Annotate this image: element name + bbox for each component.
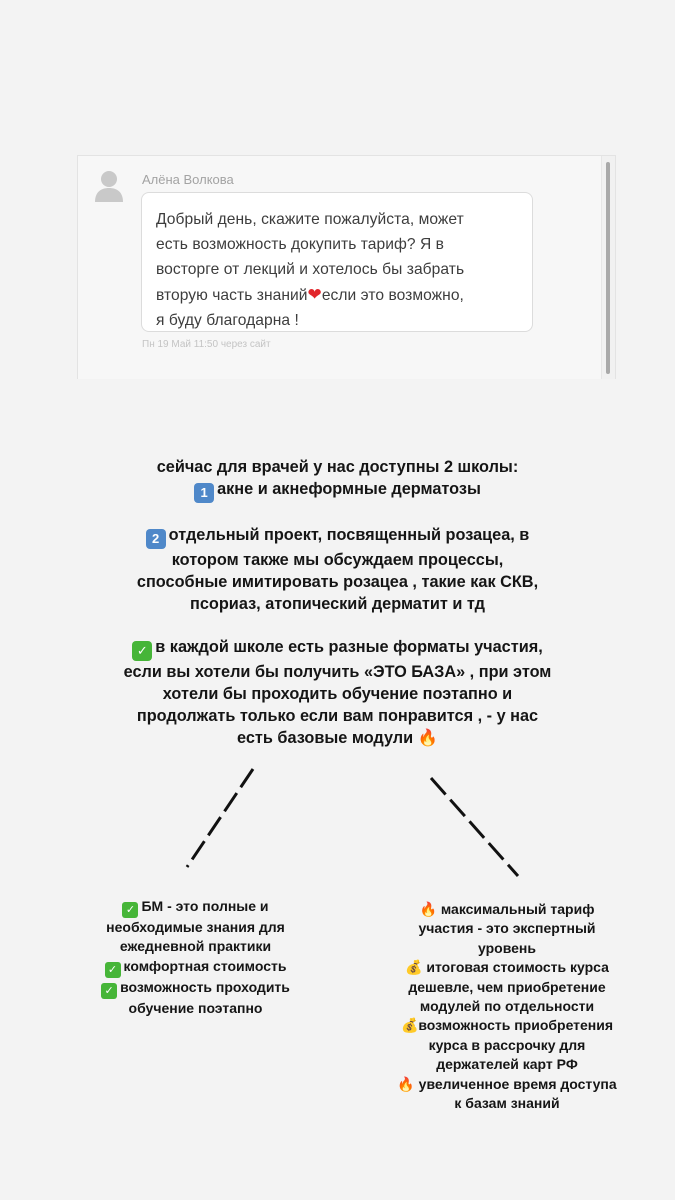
paragraph-formats — [60, 636, 615, 749]
text-line: сейчас для врачей у нас доступны 2 школы: — [156, 458, 519, 476]
text-line: ✓ комфортная стоимость — [68, 957, 323, 978]
text-line: обучение поэтапно — [128, 999, 263, 1016]
text-line: ежедневной практики — [119, 938, 272, 955]
base-modules-column — [68, 897, 323, 1018]
max-tariff-column — [372, 900, 642, 1113]
text-line: уровень — [478, 939, 536, 956]
text-line: ✓ в каждой школе есть разные форматы участия, — [60, 636, 615, 661]
message-line: Добрый день, скажите пожалуйста, может — [156, 211, 464, 228]
message-timestamp: Пн 19 Май 11:50 через сайт — [142, 339, 271, 350]
message-line: есть возможность докупить тариф? Я в — [156, 236, 445, 253]
text-line: держателей карт РФ — [436, 1056, 578, 1073]
scrollbar[interactable] — [601, 156, 615, 379]
checkmark-icon: ✓ — [122, 902, 138, 918]
text-line: ✓ БМ - это полные и — [68, 897, 323, 918]
text-line: 🔥 максимальный тариф — [419, 901, 595, 917]
scrollbar-thumb[interactable] — [606, 162, 610, 374]
text-line: 1 акне и акнеформные дерматозы — [60, 478, 615, 503]
text-line: необходимые знания для — [106, 919, 285, 935]
text-line: ✓ возможность проходить — [68, 978, 323, 999]
checkmark-icon: ✓ — [105, 962, 121, 978]
heart-icon: ❤ — [307, 285, 322, 304]
sender-name: Алёна Волкова — [142, 172, 234, 187]
text-line: дешевле, чем приобретение — [408, 978, 606, 995]
text-line: модулей по отдельности — [419, 998, 595, 1015]
text-line: если вы хотели бы получить «ЭТО БАЗА» , при этом — [123, 663, 552, 681]
message-line: восторге от лекций и хотелось бы забрать — [156, 261, 465, 278]
text-line: хотели бы проходить обучение поэтапно и — [162, 685, 513, 703]
money-bag-icon: 💰 — [400, 1017, 419, 1034]
text-line: 💰 итоговая стоимость курса — [405, 959, 609, 976]
avatar-icon — [94, 168, 124, 202]
text-line: есть базовые модули 🔥 — [237, 729, 438, 747]
text-line: 🔥 увеличенное время доступа — [397, 1075, 617, 1092]
message-line: я буду благодарна ! — [156, 312, 299, 329]
main-text — [60, 456, 615, 770]
text-line: 2 отдельный проект, посвященный розацеа, в — [60, 524, 615, 549]
chat-screenshot — [77, 155, 616, 379]
checkmark-icon: ✓ — [132, 641, 152, 661]
checkmark-icon: ✓ — [101, 983, 117, 999]
number-one-icon: 1 — [194, 483, 214, 503]
money-bag-icon: 💰 — [405, 959, 423, 976]
text-line: курса в рассрочку для — [428, 1036, 586, 1053]
paragraph-schools — [60, 456, 615, 503]
message-line: вторую часть знаний❤если это возможно, — [156, 285, 464, 304]
dashed-line-right — [431, 778, 518, 876]
fire-icon: 🔥 — [417, 729, 438, 747]
text-line: псориаз, атопический дерматит и тд — [190, 595, 485, 613]
text-line: 💰возможность приобретения — [400, 1017, 614, 1034]
fire-icon: 🔥 — [419, 901, 437, 917]
message-bubble — [141, 192, 533, 332]
text-line: продолжать только если вам понравится , - у нас — [136, 707, 539, 725]
text-line: участия - это экспертный — [418, 920, 596, 937]
fire-icon: 🔥 — [397, 1075, 415, 1092]
text-line: способные имитировать розацеа , такие как СКВ, — [136, 573, 539, 591]
paragraph-rosacea — [60, 524, 615, 615]
text-line: к базам знаний — [454, 1095, 560, 1112]
dashed-line-left — [187, 769, 253, 867]
number-two-icon: 2 — [146, 529, 166, 549]
text-line: котором также мы обсуждаем процессы, — [171, 551, 504, 569]
